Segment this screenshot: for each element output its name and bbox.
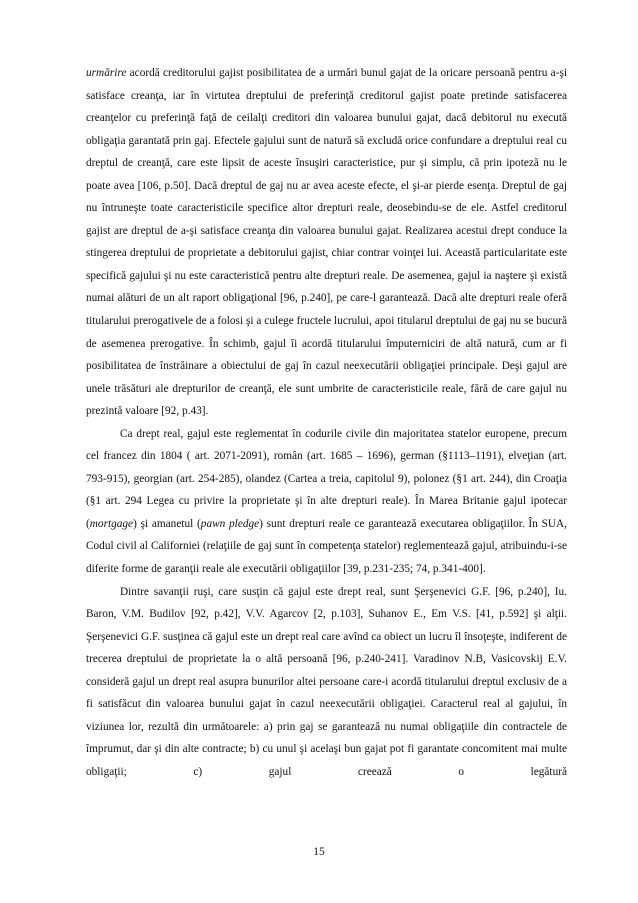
italic-term: mortgage (89, 517, 134, 530)
paragraph-text: acordă creditorului gajist posibilitatea de a urmări bunul gajat de la oricare persoană pentru a-şi satisface creanţa, iar în virtutea dreptului de preferinţă creditorul gajist poate pretinde satisfacerea creanţelor cu preferinţă faţă de ceilalţi creditori din valoarea bunului gajat, dacă debitorul nu execută obligaţia garantată prin gaj. Efectele gajului sunt de natură să excludă orice confundare a dreptului real cu dreptul de creanţă, care este lipsit de aceste însuşiri caracteristice, pur şi simplu, că prin ipoteză nu le poate avea [106, p.50]. Dacă dreptul de gaj nu ar avea aceste efecte, el şi-ar pierde esenţa. Dreptul de gaj nu întruneşte toate caracteristicile specifice altor drepturi reale, deosebindu-se de ele. Astfel creditorul gajist are dreptul de a-şi satisface creanţa din valoarea bunului gajat. Realizarea acestui drept conduce la stingerea dreptului de proprietate a debitorului gajist, chiar contrar voinţei lui. Această particularitate este specifică gajului şi nu este caracteristică pentru alte drepturi reale. De asemenea, gajul ia naştere şi există numai alături de un alt raport obligaţional [96, p.240], pe care-l garantează. Dacă alte drepturi reale oferă titularului prerogativele de a folosi şi a culege fructele lucrului, apoi titularul dreptului de gaj nu se bucură de asemenea prerogative. În schimb, gajul îi acordă titularului împuterniciri de altă natură, cum ar fi posibilitatea de înstrăinare a obiectului de gaj în cazul neexecutării obligaţiei principale. Deşi gajul are unele trăsături ale drepturilor de creanţă, ele sunt umbrite de caracteristicile reale, fără de care gajul nu prezintă valoare [92, p.43]. (86, 67, 567, 418)
paragraph-text: ) şi amanetul ( (133, 517, 201, 530)
body-text (86, 62, 567, 784)
paragraph-text: Ca drept real, gajul este reglementat în codurile civile din majoritatea statelor europene, precum cel francez din 1804 ( art. 2071-2091), român (art. 1685 – 1696), german (§1113–1191), elveţian (art. 793-915), georgian (art. 254-285), olandez (Cartea a treia, capitolul 9), polonez (§1 art. 244), din Croaţia (§1 art. 294 Legea cu privire la proprietate şi în alte drepturi reale). În Marea Britanie gajul ipotecar ( (86, 427, 567, 530)
paragraph-text: Dintre savanţii ruşi, care susţin că gajul este drept real, sunt Şerşenevici G.F. [96, p.240], Iu. Baron, V.M. Budilov [92, p.42], V.V. Agarcov [2, p.103], Suhanov E., Em V.S. [41, p.592] şi alţii. Şerşenevici G.F. susţinea că gajul este un drept real care avînd ca obiect un lucru îl însoţeşte, indiferent de trecerea dreptului de proprietate la o altă persoană [96, p.240-241]. Varadinov N.B, Vasicovskij E.V. consideră gajul un drept real asupra bunurilor altei persoane care-i acordă titularului dreptul exclusiv de a fi satisfăcut din valoarea bunului gajat în cazul neexecutării obligaţiei. Caracterul real al gajului, în viziunea lor, rezultă din următoarele: a) prin gaj se garantează nu numai obligaţiile din contractele de împrumut, dar şi din alte contracte; b) cu unul şi acelaşi bun gajat pot fi garantate concomitent mai multe obligaţii; c) gajul creează o legătură (86, 585, 567, 778)
italic-term: pawn pledge (200, 517, 260, 530)
italic-term: urmărire (86, 67, 127, 79)
paragraph-3 (86, 581, 567, 784)
paragraph-2 (86, 423, 567, 581)
paragraph-1 (86, 62, 567, 423)
paragraph-text: ) sunt drepturi reale ce garantează executarea obligaţiilor. În SUA, Codul civil al Californiei (relaţiile de gaj sunt în competenţa statelor) reglementează gajul, atribuindu-i-se diferite forme de garanţii reale ale executării obligaţiilor [39, p.231-235; 74, p.341-400]. (86, 517, 568, 576)
page-number: 15 (313, 846, 325, 858)
